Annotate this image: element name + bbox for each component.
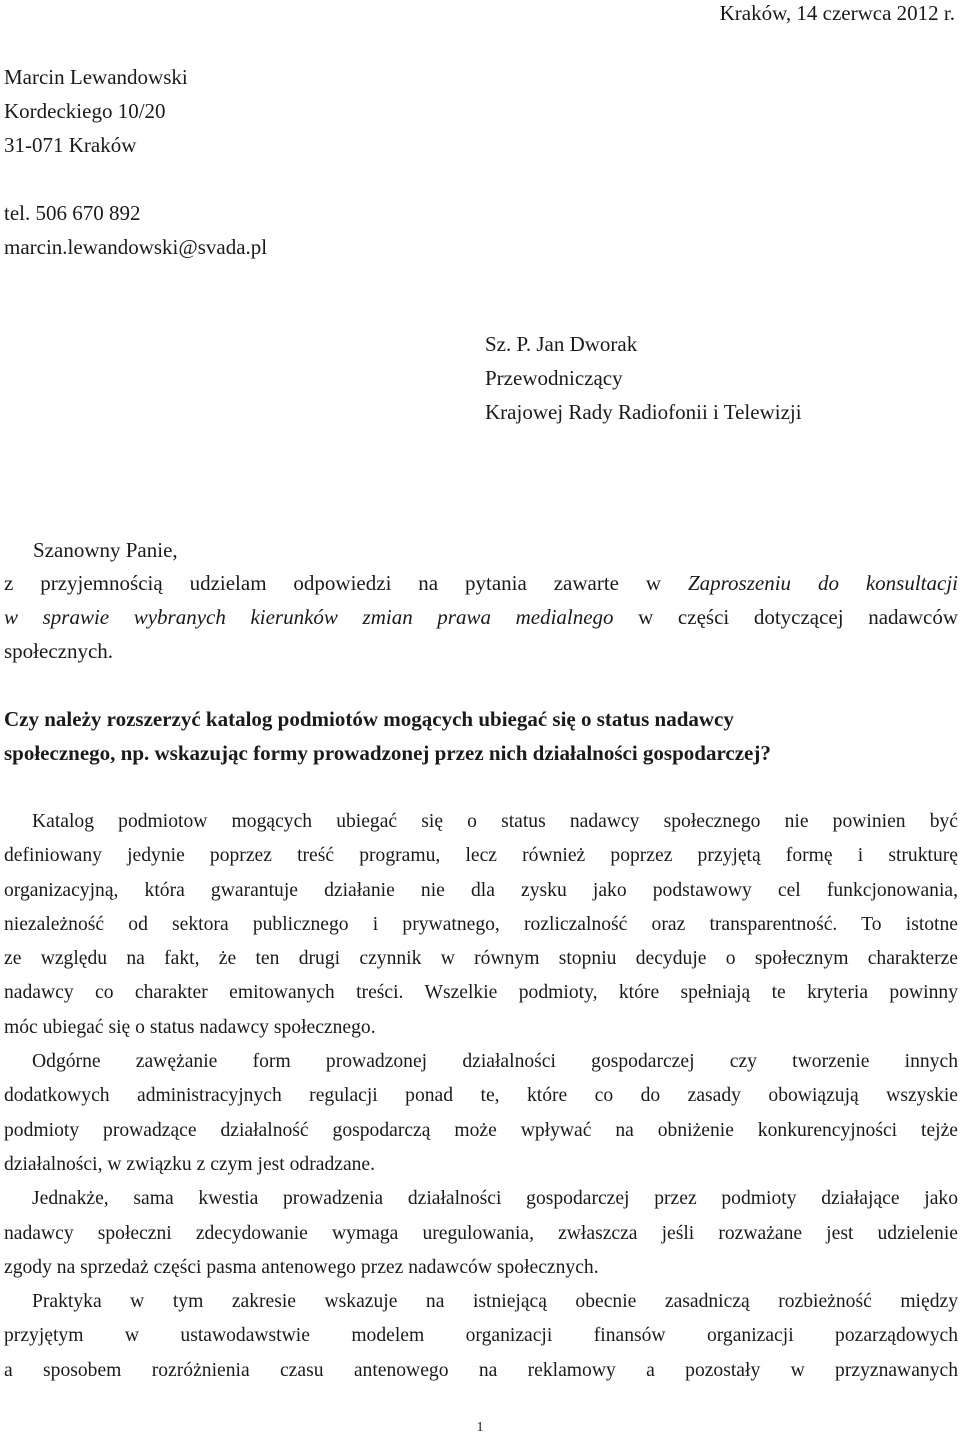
recipient-block [485,327,802,429]
body-line: zgody na sprzedaż części pasma antenowego przez nadawców społecznych. [4,1256,599,1278]
intro-text: z przyjemnością udzielam odpowiedzi na pytania zawarte w [4,571,688,595]
body-line: nadawcy co charakter emitowanych treści. Wszelkie podmioty, które spełniają te kryteria powinny [4,982,958,1004]
sender-city: 31-071 Kraków [4,133,137,157]
sender-street: Kordeckiego 10/20 [4,99,166,123]
intro-paragraph [4,566,958,668]
body-line: Odgórne zawężanie form prowadzonej działalności gospodarczej czy tworzenie innych [32,1051,958,1073]
body-line: Praktyka w tym zakresie wskazuje na istniejącą obecnie zasadniczą rozbieżność między [32,1291,958,1313]
question-heading [4,702,958,770]
sender-email: marcin.lewandowski@svada.pl [4,235,268,259]
body-line: nadawcy społeczni zdecydowanie wymaga uregulowania, zwłaszcza jeśli rozważane jest udzielenie [4,1222,958,1244]
recipient-institution: Krajowej Rady Radiofonii i Telewizji [485,400,802,424]
body-line: podmioty prowadzące działalność gospodarczą może wpływać na obniżenie konkurencyjności tejże [4,1119,958,1141]
sender-phone: tel. 506 670 892 [4,201,141,225]
body-line: działalności, w związku z czym jest odradzane. [4,1153,376,1175]
body-line: ze względu na fakt, że ten drugi czynnik w równym stopniu decyduje o społecznym charakterze [4,948,958,970]
intro-title-italic: w sprawie wybranych kierunków zmian prawa medialnego [4,605,614,629]
body-line: Jednakże, sama kwestia prowadzenia działalności gospodarczej przez podmioty działające jako [32,1188,958,1210]
letter-date: Kraków, 14 czerwca 2012 r. [719,1,955,25]
salutation: Szanowny Panie, [33,538,178,562]
question-line-2: społecznego, np. wskazując formy prowadzonej przez nich działalności gospodarczej? [4,741,771,765]
body-line: organizacyjną, która gwarantuje działanie nie dla zysku jako podstawowy cel funkcjonowania, [4,879,958,901]
body-line: a sposobem rozróżnienia czasu antenowego na reklamowy a pozostały w przyznawanych [4,1359,958,1381]
body-line: niezależność od sektora publicznego i prywatnego, rozliczalność oraz transparentność. To istotne [4,913,958,935]
body-line: definiowany jedynie poprzez treść programu, lecz również poprzez przyjętą formę i strukturę [4,845,958,867]
body-line: móc ubiegać się o status nadawcy społecznego. [4,1016,376,1038]
body-line: Katalog podmiotow mogących ubiegać się o status nadawcy społecznego nie powinien być [32,811,958,832]
intro-line-1 [4,566,958,600]
body-line: dodatkowych administracyjnych regulacji ponad te, które co do zasady obowiązują wszyskie [4,1085,958,1107]
intro-text: w części dotyczącej nadawców [613,605,958,629]
answer-body [4,805,958,1388]
sender-block [4,60,267,264]
sender-name: Marcin Lewandowski [4,65,188,89]
page-number: 1 [476,1420,484,1435]
question-line-1: Czy należy rozszerzyć katalog podmiotów mogących ubiegać się o status nadawcy [4,707,734,731]
intro-line-2 [4,600,958,634]
body-line: przyjętym w ustawodawstwie modelem organizacji finansów organizacji pozarządowych [4,1325,958,1347]
recipient-role: Przewodniczący [485,366,623,390]
intro-line-3: społecznych. [4,639,114,663]
recipient-name: Sz. P. Jan Dworak [485,332,638,356]
intro-title-italic: Zaproszeniu do konsultacji [687,571,958,595]
